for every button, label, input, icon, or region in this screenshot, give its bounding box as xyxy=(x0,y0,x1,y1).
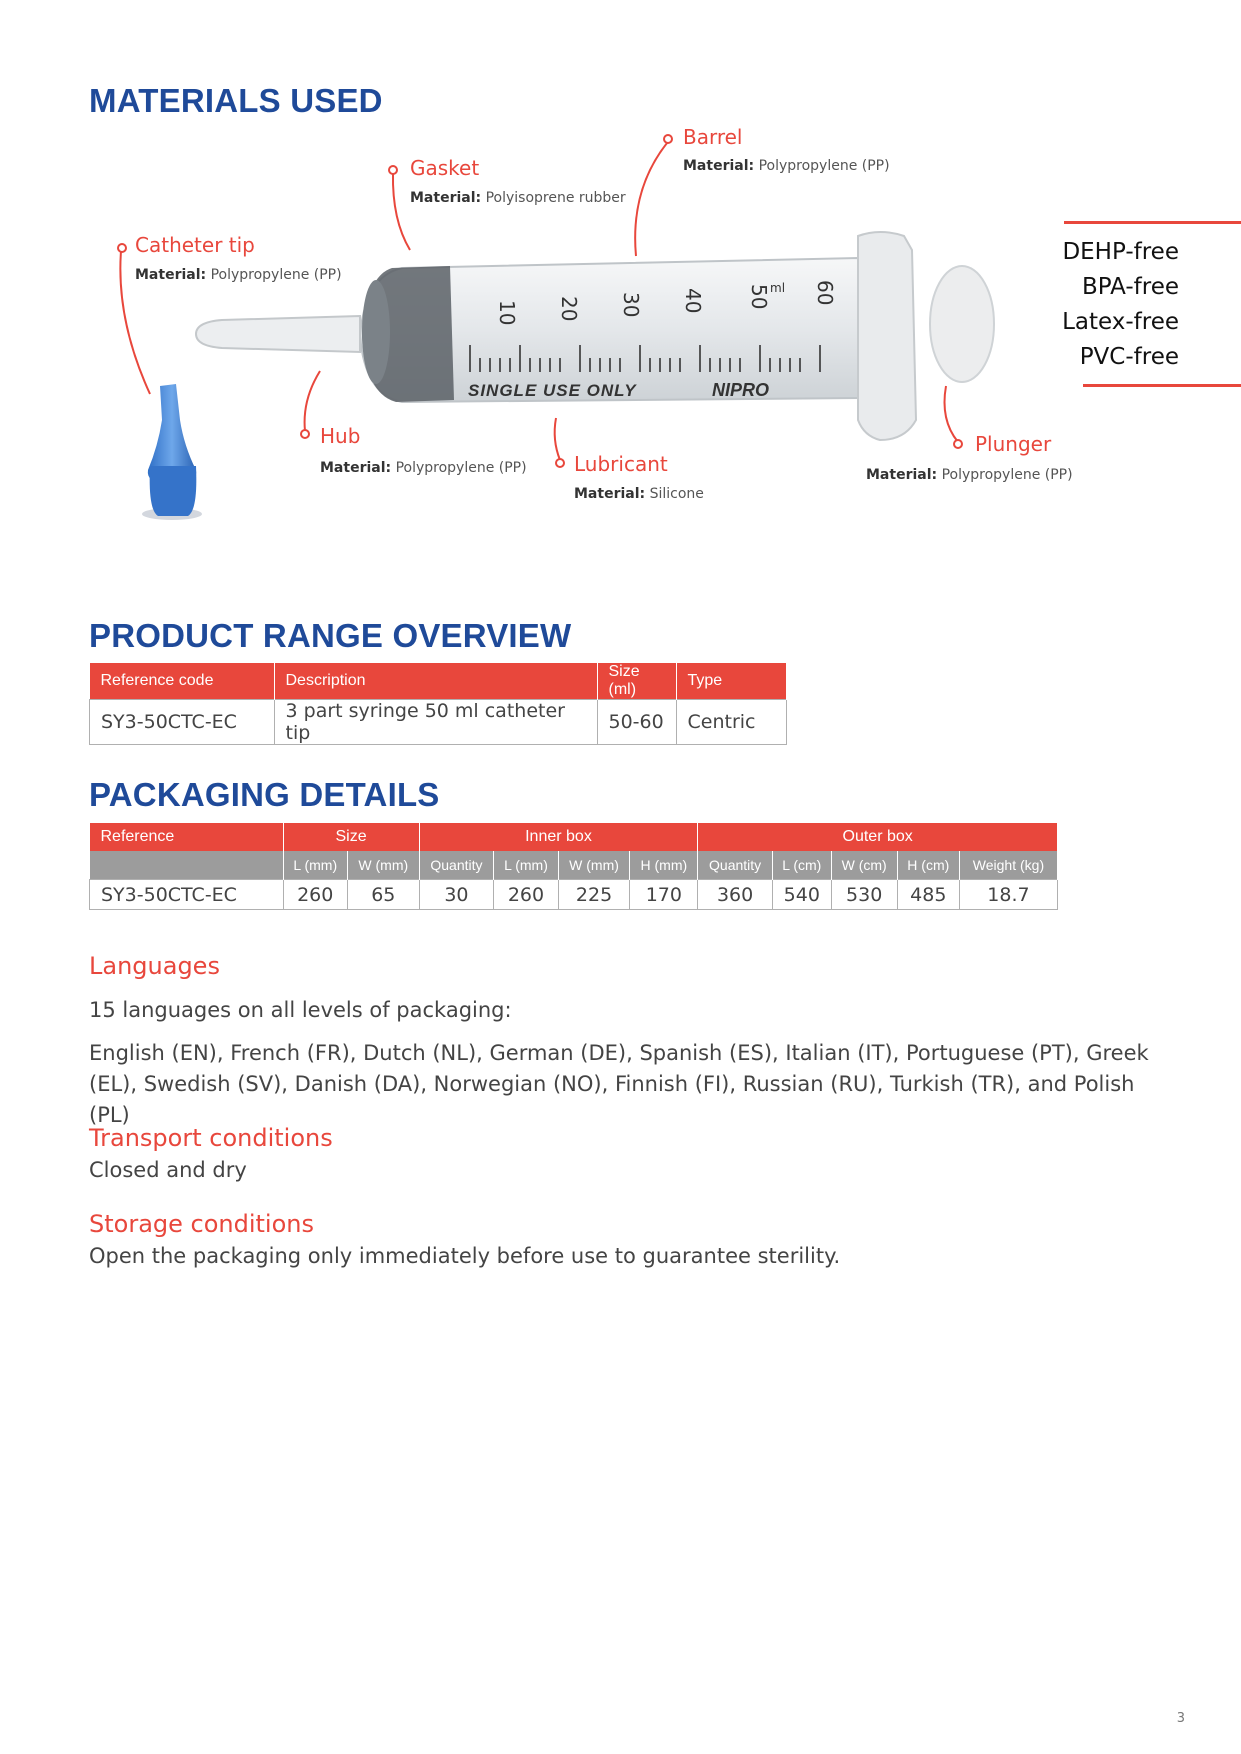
sub-empty xyxy=(90,851,284,880)
cell-outer-h: 485 xyxy=(897,880,959,910)
languages-list: English (EN), French (FR), Dutch (NL), German (DE), Spanish (ES), Italian (IT), Portuguese (PT), Greek (EL), Swedish (SV), Danish (DA), Norwegian (NO), Finnish (FI), Russian (RU), Turkish (TR), and Polish (PL) xyxy=(89,1041,1149,1127)
free-of-bottom-rule xyxy=(1083,384,1241,387)
sub-outer-weight: Weight (kg) xyxy=(959,851,1057,880)
cell-outer-weight: 18.7 xyxy=(959,880,1057,910)
scale-20: 20 xyxy=(557,296,581,322)
barrel-material: Material: Polypropylene (PP) xyxy=(683,158,890,174)
table-header-row xyxy=(90,663,787,700)
cell-inner-w: 225 xyxy=(558,880,630,910)
table-row xyxy=(90,700,787,745)
col-reference-code: Reference code xyxy=(90,663,275,700)
catheter-tip-material: Material: Polypropylene (PP) xyxy=(135,267,342,283)
cell-type: Centric xyxy=(676,700,787,745)
storage-title: Storage conditions xyxy=(89,1210,314,1238)
group-outer-box: Outer box xyxy=(698,823,1058,851)
sub-outer-h: H (cm) xyxy=(897,851,959,880)
sub-size-w: W (mm) xyxy=(347,851,419,880)
group-inner-box: Inner box xyxy=(419,823,698,851)
sub-outer-w: W (cm) xyxy=(831,851,897,880)
catheter-tip-label: Catheter tip xyxy=(135,233,255,257)
sub-inner-w: W (mm) xyxy=(558,851,630,880)
scale-60: 60 xyxy=(813,280,837,306)
barrel-label: Barrel xyxy=(683,125,743,149)
free-of-list xyxy=(1062,235,1179,375)
col-type: Type xyxy=(676,663,787,700)
languages-title: Languages xyxy=(89,952,220,980)
col-size: Size (ml) xyxy=(597,663,676,700)
transport-text: Closed and dry xyxy=(89,1158,247,1182)
cell-reference-code: SY3-50CTC-EC xyxy=(90,700,275,745)
scale-10: 10 xyxy=(495,300,519,326)
sub-header-row xyxy=(90,851,1058,880)
languages-intro: 15 languages on all levels of packaging: xyxy=(89,998,512,1022)
sub-outer-quantity: Quantity xyxy=(698,851,773,880)
gasket-material: Material: Polyisoprene rubber xyxy=(410,190,626,206)
sub-inner-h: H (mm) xyxy=(630,851,698,880)
product-range-heading: PRODUCT RANGE OVERVIEW xyxy=(89,617,572,654)
plunger-material: Material: Polypropylene (PP) xyxy=(866,467,1073,483)
scale-40: 40 xyxy=(681,288,705,314)
cell-outer-l: 540 xyxy=(772,880,831,910)
product-range-table xyxy=(89,663,787,745)
bpa-free: BPA-free xyxy=(1081,274,1179,300)
cell-size-w: 65 xyxy=(347,880,419,910)
scale-30: 30 xyxy=(619,292,643,318)
table-row xyxy=(90,880,1058,910)
lubricant-material: Material: Silicone xyxy=(574,486,704,502)
group-reference: Reference xyxy=(90,823,284,851)
cell-description: 3 part syringe 50 ml catheter tip xyxy=(274,700,597,745)
cell-inner-h: 170 xyxy=(630,880,698,910)
cell-size: 50-60 xyxy=(597,700,676,745)
cell-inner-l: 260 xyxy=(494,880,558,910)
syringe-brand: NIPRO xyxy=(712,380,770,400)
page-number: 3 xyxy=(1176,1711,1185,1726)
group-header-row xyxy=(90,823,1058,851)
hub-material: Material: Polypropylene (PP) xyxy=(320,460,527,476)
sub-outer-l: L (cm) xyxy=(772,851,831,880)
sub-size-l: L (mm) xyxy=(283,851,347,880)
cell-size-l: 260 xyxy=(283,880,347,910)
transport-title: Transport conditions xyxy=(89,1124,333,1152)
dehp-free: DEHP-free xyxy=(1062,239,1179,265)
sub-inner-quantity: Quantity xyxy=(419,851,494,880)
latex-free: Latex-free xyxy=(1062,309,1179,335)
packaging-heading: PACKAGING DETAILS xyxy=(89,776,440,813)
cell-outer-quantity: 360 xyxy=(698,880,773,910)
sub-inner-l: L (mm) xyxy=(494,851,558,880)
pvc-free: PVC-free xyxy=(1079,344,1179,370)
col-description: Description xyxy=(274,663,597,700)
group-size: Size xyxy=(283,823,419,851)
cell-inner-quantity: 30 xyxy=(419,880,494,910)
cell-outer-w: 530 xyxy=(831,880,897,910)
free-of-top-rule xyxy=(1064,221,1241,224)
syringe-unit: ml xyxy=(770,281,786,295)
materials-heading: MATERIALS USED xyxy=(89,82,383,119)
hub-label: Hub xyxy=(320,424,361,448)
gasket-label: Gasket xyxy=(410,156,480,180)
syringe-single-use: SINGLE USE ONLY xyxy=(468,381,637,400)
storage-text: Open the packaging only immediately before use to guarantee sterility. xyxy=(89,1244,841,1268)
plunger-label: Plunger xyxy=(975,432,1052,456)
cell-reference: SY3-50CTC-EC xyxy=(90,880,284,910)
lubricant-label: Lubricant xyxy=(574,452,668,476)
packaging-table xyxy=(89,823,1058,910)
scale-50: 50 xyxy=(747,284,771,310)
